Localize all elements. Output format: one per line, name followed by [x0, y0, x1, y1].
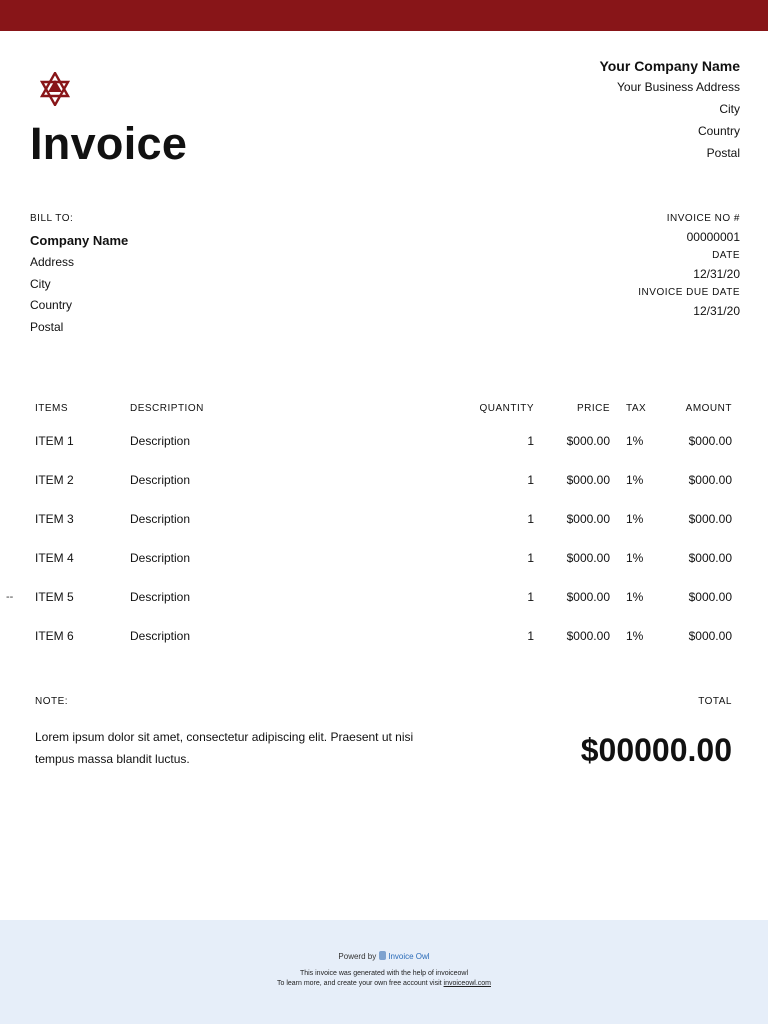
row-quantity: 1	[527, 590, 534, 604]
row-price: $000.00	[566, 629, 610, 643]
bill-to-address: Address	[30, 255, 75, 269]
row-quantity: 1	[527, 512, 534, 526]
table-row	[0, 512, 768, 530]
bill-to-country: Country	[30, 298, 73, 313]
row-description: Description	[130, 551, 191, 565]
footer-line-2-text: To learn more, and create your own free account visit	[276, 980, 442, 987]
note-text: Lorem ipsum dolor sit amet, consectetur adipiscing elit. Praesent ut nisi tempus massa blandit luctus.	[35, 730, 414, 766]
row-tax: 1%	[626, 473, 644, 487]
line-items-table	[0, 403, 768, 643]
row-price: $000.00	[566, 590, 610, 604]
table-row	[0, 629, 768, 647]
row-amount: $000.00	[688, 590, 732, 604]
powered-by-line	[0, 951, 768, 962]
row-item: ITEM 5	[35, 590, 74, 604]
row-item: ITEM 4	[35, 551, 74, 565]
row-price: $000.00	[566, 512, 610, 526]
company-city: City	[719, 102, 740, 116]
footer-line-1: This invoice was generated with the help of invoiceowl	[299, 970, 469, 977]
row-description: Description	[130, 473, 191, 487]
row-price: $000.00	[566, 434, 610, 448]
due-date-value: 12/31/20	[693, 304, 740, 318]
row-item: ITEM 3	[35, 512, 74, 526]
bill-to-label: BILL TO:	[30, 213, 74, 224]
row-price: $000.00	[566, 473, 610, 487]
row-description: Description	[130, 629, 191, 643]
bill-to-postal: Postal	[30, 320, 64, 335]
header-tax: TAX	[626, 403, 647, 414]
header-price: PRICE	[576, 403, 610, 414]
document-title: Invoice	[30, 118, 188, 169]
total-value: $00000.00	[580, 732, 732, 768]
row-price: $000.00	[566, 551, 610, 565]
row-tax: 1%	[626, 551, 644, 565]
row-amount: $000.00	[688, 473, 732, 487]
invoice-no-label: INVOICE NO #	[666, 213, 740, 224]
row-item: ITEM 6	[35, 629, 74, 643]
company-address: Your Business Address	[617, 80, 740, 94]
header-items: ITEMS	[35, 403, 69, 414]
date-value: 12/31/20	[693, 267, 740, 281]
row-quantity: 1	[527, 629, 534, 643]
row-tax: 1%	[626, 590, 644, 604]
brand-name: Invoice Owl	[388, 952, 430, 961]
header-quantity: QUANTITY	[479, 403, 534, 414]
row-description: Description	[130, 590, 191, 604]
date-label: DATE	[712, 250, 740, 261]
table-header-row	[0, 403, 768, 417]
table-row	[0, 473, 768, 491]
table-row	[0, 590, 768, 608]
powered-by-label: Powerd by	[338, 952, 377, 961]
bill-to-name: Company Name	[30, 233, 129, 248]
row-amount: $000.00	[688, 512, 732, 526]
header-amount: AMOUNT	[685, 403, 732, 414]
table-row	[0, 434, 768, 452]
bill-to-city: City	[30, 276, 51, 291]
row-amount: $000.00	[688, 629, 732, 643]
row-quantity: 1	[527, 434, 534, 448]
row-quantity: 1	[527, 473, 534, 487]
note-label: NOTE:	[35, 696, 69, 707]
invoiceowl-link[interactable]: invoiceowl.com	[443, 980, 491, 987]
sender-company-block	[440, 56, 740, 164]
top-brand-bar	[0, 0, 768, 31]
company-country: Country	[697, 124, 740, 138]
company-name: Your Company Name	[599, 58, 740, 74]
row-quantity: 1	[527, 551, 534, 565]
header-description: DESCRIPTION	[130, 403, 204, 414]
footer-line-2	[0, 979, 768, 989]
invoice-meta-block	[440, 212, 740, 323]
owl-logo-icon	[379, 951, 386, 960]
due-date-label: INVOICE DUE DATE	[638, 287, 740, 298]
row-tax: 1%	[626, 629, 644, 643]
footer-band	[0, 920, 768, 1024]
row-tax: 1%	[626, 512, 644, 526]
row-description: Description	[130, 434, 191, 448]
row-item: ITEM 2	[35, 473, 74, 487]
star-of-david-logo-icon	[40, 72, 70, 106]
invoice-no-value: 00000001	[686, 230, 740, 244]
row-description: Description	[130, 512, 191, 526]
company-postal: Postal	[706, 146, 740, 160]
table-row	[0, 551, 768, 569]
row-tax: 1%	[626, 434, 644, 448]
bill-to-block	[30, 212, 330, 339]
margin-dash-mark: --	[6, 591, 14, 603]
row-item: ITEM 1	[35, 434, 74, 448]
total-label: TOTAL	[698, 696, 732, 707]
row-amount: $000.00	[688, 551, 732, 565]
row-amount: $000.00	[688, 434, 732, 448]
